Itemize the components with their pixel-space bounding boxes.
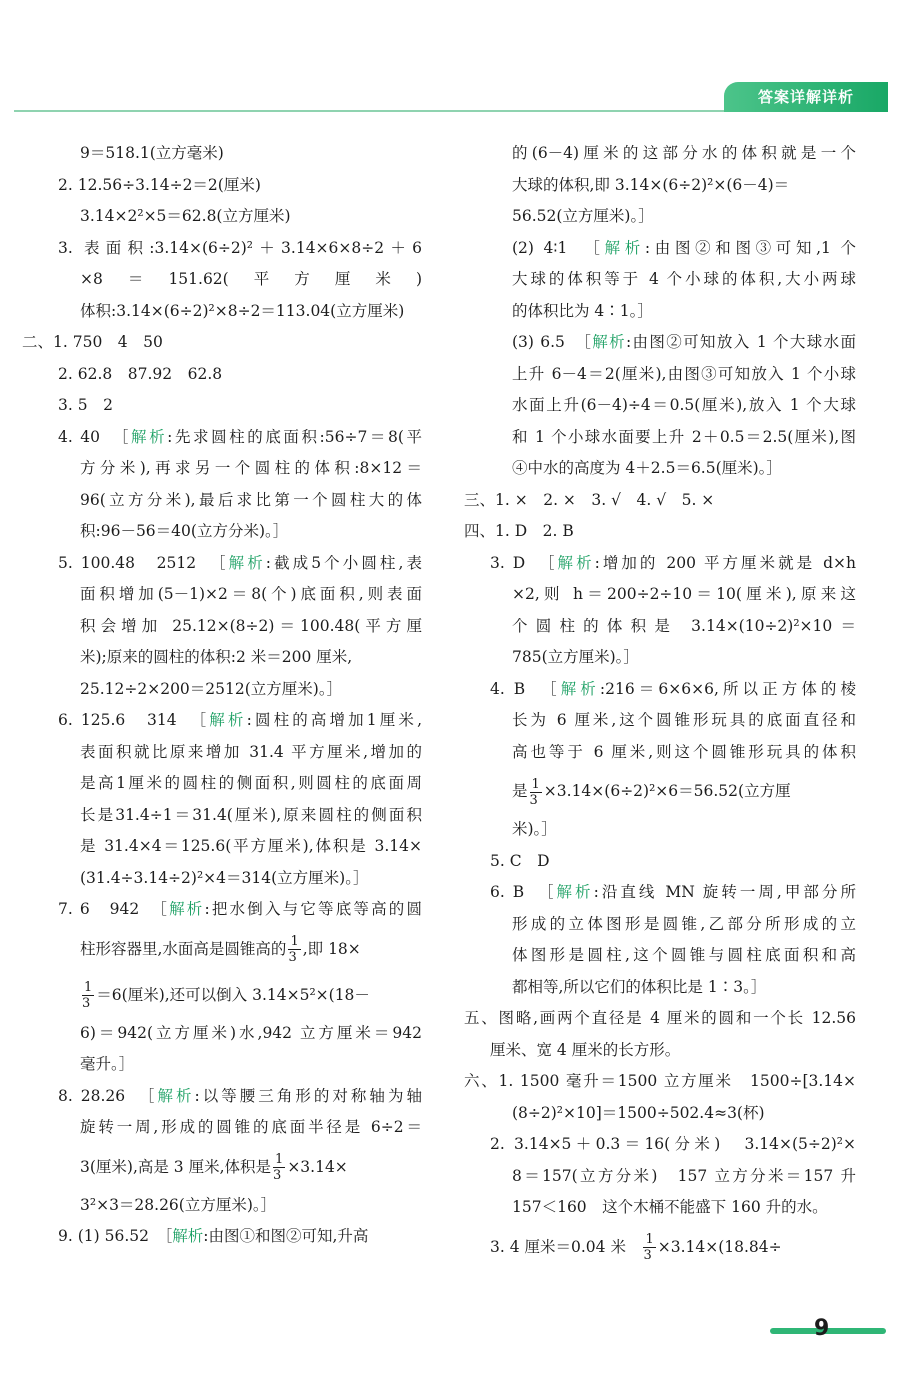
answer-line (464, 768, 856, 814)
line-text: 高也等于 6 厘米,则这个圆锥形玩具的体积 (512, 742, 856, 761)
answer-line (22, 1112, 422, 1144)
answer-line (22, 138, 422, 170)
line-text: 柱形容器里,水面高是圆锥高的 (80, 939, 287, 958)
line-text-after: ×3.14× (287, 1157, 348, 1176)
answer-line (22, 327, 422, 359)
analysis-label: 解析 (604, 238, 645, 257)
fraction-numerator: 1 (275, 1152, 284, 1167)
fraction-denominator: 3 (288, 950, 297, 965)
line-text: 6. B ［解析:沿直线 MN 旋转一周,甲部分所 (490, 883, 856, 901)
line-text: 96(立方分米),最后求比第一个圆柱大的体 (80, 490, 422, 509)
answer-line (464, 201, 856, 233)
line-text: 3.14×2²×5＝62.8(立方厘米) (80, 207, 291, 225)
line-text: 2. 12.56÷3.14÷2＝2(厘米) (58, 175, 261, 194)
answer-line (464, 233, 856, 265)
answer-line (464, 264, 856, 296)
answer-line (464, 737, 856, 769)
answer-line (22, 296, 422, 328)
line-text: 体积:3.14×(6÷2)²×8÷2＝113.04(立方厘米) (80, 301, 405, 320)
line-text: 表面积就比原来增加 31.4 平方厘米,增加的 (80, 742, 422, 761)
line-text: 是高1厘米的圆柱的侧面积,则圆柱的底面周 (80, 774, 422, 792)
left-column (22, 138, 422, 1253)
line-text: 都相等,所以它们的体积比是 1∶3。］ (512, 977, 767, 996)
answer-line (464, 138, 856, 170)
line-text: 是 (512, 782, 528, 800)
fraction (82, 981, 94, 1010)
answer-line (22, 548, 422, 580)
answer-line (22, 894, 422, 926)
fraction-numerator: 1 (84, 980, 93, 995)
line-text: 2. 3.14×5＋0.3＝16(分米) 3.14×(5÷2)²× (490, 1135, 856, 1153)
line-text: 四、1. D 2. B (464, 522, 574, 540)
line-text: 积:96－56＝40(立方分米)。］ (80, 522, 289, 540)
line-text: 毫升。］ (80, 1055, 135, 1073)
answer-line (22, 800, 422, 832)
line-text: 五、图略,画两个直径是 4 厘米的圆和一个长 12.56 (464, 1009, 856, 1027)
answer-line (464, 1161, 856, 1193)
line-text: 5. 100.48 2512 ［解析:截成5个小圆柱,表 (58, 553, 422, 572)
header-tab: 答案详解详析 (724, 82, 888, 112)
answer-line (22, 1144, 422, 1190)
answer-line (22, 170, 422, 202)
line-text: 米);原来的圆柱的体积:2 米＝200 厘米, (80, 648, 353, 666)
analysis-label: 解析 (172, 1227, 204, 1245)
answer-line (464, 422, 856, 454)
answer-line (22, 1081, 422, 1113)
answer-line (22, 579, 422, 611)
answer-line (464, 814, 856, 846)
answer-line (22, 611, 422, 643)
line-text: 8＝157(立方分米) 157 立方分米＝157 升 (512, 1166, 856, 1185)
fraction (530, 778, 542, 807)
answer-line (464, 1224, 856, 1270)
line-text: 56.52(立方厘米)。］ (512, 207, 654, 225)
answer-line (22, 233, 422, 265)
line-text: (31.4÷3.14÷2)²×4＝314(立方厘米)。］ (80, 868, 369, 887)
answer-line (22, 863, 422, 895)
answer-line (22, 831, 422, 863)
answer-line (464, 390, 856, 422)
line-text-after: ×3.14×(18.84÷ (657, 1237, 782, 1256)
answer-line (464, 1129, 856, 1161)
fraction (273, 1153, 285, 1182)
answer-line (22, 264, 422, 296)
line-text: 旋转一周,形成的圆锥的底面半径是 6÷2＝ (80, 1118, 422, 1136)
answer-line (464, 940, 856, 972)
line-text: 4. B ［解析:216＝6×6×6,所以正方体的棱 (490, 679, 856, 698)
line-text: 3. 4 厘米＝0.04 米 (490, 1237, 642, 1256)
analysis-label: 解析 (157, 1086, 195, 1105)
answer-line (22, 453, 422, 485)
answer-line (464, 909, 856, 941)
line-text: 大球的体积,即 3.14×(6÷2)²×(6－4)＝ (512, 175, 790, 194)
answer-line (464, 327, 856, 359)
answer-line (22, 516, 422, 548)
answer-line (464, 611, 856, 643)
fraction-denominator: 3 (529, 792, 538, 808)
answer-line (22, 642, 422, 674)
answer-line (22, 1049, 422, 1081)
fraction-numerator: 1 (531, 776, 540, 792)
answer-line (22, 926, 422, 972)
line-text: 3(厘米),高是 3 厘米,体积是 (80, 1157, 272, 1176)
line-text: 个圆柱的体积是 3.14×(10÷2)²×10＝ (512, 616, 856, 635)
answer-line (464, 359, 856, 391)
line-text: 5. C D (490, 851, 550, 870)
line-text: 157＜160 这个木桶不能盛下 160 升的水。 (512, 1198, 828, 1216)
line-text: 厘米、宽 4 厘米的长方形。 (490, 1040, 681, 1059)
analysis-label: 解析 (592, 333, 626, 351)
answer-line (464, 1192, 856, 1224)
analysis-label: 解析 (557, 553, 595, 572)
answer-line (464, 846, 856, 878)
answer-line (464, 453, 856, 485)
answer-line (22, 737, 422, 769)
line-text: 上升 6－4＝2(厘米),由图③可知放入 1 个小球 (512, 364, 856, 383)
answer-line (464, 877, 856, 909)
line-text: 六、1. 1500 毫升＝1500 立方厘米 1500÷[3.14× (464, 1072, 856, 1090)
answer-line (464, 1066, 856, 1098)
line-text: 785(立方厘米)。］ (512, 648, 639, 666)
line-text: 3. 表面积:3.14×(6÷2)²＋3.14×6×8÷2＋6 (58, 238, 422, 257)
analysis-label: 解析 (228, 553, 266, 572)
answer-line (22, 485, 422, 517)
analysis-label: 解析 (131, 427, 168, 446)
answer-line (22, 972, 422, 1018)
answer-line (22, 1190, 422, 1222)
answer-line (464, 674, 856, 706)
answer-line (22, 1018, 422, 1050)
analysis-label: 解析 (209, 711, 247, 729)
answer-line (464, 642, 856, 674)
answer-line (464, 170, 856, 202)
answer-line (22, 201, 422, 233)
line-text: 8. 28.26 ［解析:以等腰三角形的对称轴为轴 (58, 1086, 422, 1105)
analysis-label: 解析 (169, 900, 205, 918)
line-text: 2. 62.8 87.92 62.8 (58, 364, 223, 383)
fraction-numerator: 1 (645, 1232, 654, 1247)
answer-line (464, 1035, 856, 1067)
line-text: 3²×3＝28.26(立方厘米)。］ (80, 1195, 277, 1214)
line-text-after: ,即 18× (302, 939, 361, 958)
line-text: 大球的体积等于 4 个小球的体积,大小两球 (512, 270, 856, 288)
fraction (288, 935, 300, 964)
fraction-denominator: 3 (82, 996, 91, 1011)
line-text: 6)＝942(立方厘米)水,942 立方厘米＝942 (80, 1023, 422, 1042)
line-text: 9＝518.1(立方毫米) (80, 144, 224, 162)
line-text: 形成的立体图形是圆锥,乙部分所形成的立 (512, 914, 856, 933)
analysis-label: 解析 (556, 883, 594, 901)
answer-line (22, 390, 422, 422)
answer-line (464, 516, 856, 548)
line-text: 水面上升(6－4)÷4＝0.5(厘米),放入 1 个大球 (512, 396, 856, 414)
right-column (464, 138, 856, 1270)
fraction-numerator: 1 (290, 934, 299, 949)
line-text: 9. (1) 56.52 ［解析:由图①和图②可知,升高 (58, 1227, 369, 1245)
line-text-after: ＝6(厘米),还可以倒入 3.14×5²×(18－ (96, 985, 370, 1004)
answer-line (464, 1098, 856, 1130)
line-text: 4. 40 ［解析:先求圆柱的底面积:56÷7＝8(平 (58, 427, 422, 446)
page-number: 9 (814, 1316, 830, 1341)
line-text: 6. 125.6 314 ［解析:圆柱的高增加1厘米, (58, 711, 422, 729)
line-text: 3. 5 2 (58, 396, 113, 414)
analysis-label: 解析 (560, 679, 600, 698)
line-text: 7. 6 942 ［解析:把水倒入与它等底等高的圆 (58, 900, 422, 918)
line-text: 的(6－4)厘米的这部分水的体积就是一个 (512, 144, 856, 162)
line-text: 的体积比为 4∶1。］ (512, 301, 653, 320)
line-text: ④中水的高度为 4＋2.5＝6.5(厘米)。］ (512, 459, 782, 477)
answer-line (464, 296, 856, 328)
line-text: 二、1. 750 4 50 (22, 333, 163, 351)
answer-line (22, 768, 422, 800)
answer-line (464, 705, 856, 737)
line-text: 和 1 个小球水面要上升 2＋0.5＝2.5(厘米),图 (512, 427, 856, 446)
answer-line (22, 1221, 422, 1253)
fraction-denominator: 3 (273, 1168, 282, 1183)
fraction-denominator: 3 (643, 1248, 652, 1263)
line-text: 面积增加(5－1)×2＝8(个)底面积,则表面 (80, 585, 422, 603)
answer-line (22, 674, 422, 706)
answer-line (464, 485, 856, 517)
line-text: 长是31.4÷1＝31.4(厘米),原来圆柱的侧面积 (80, 805, 422, 824)
fraction (643, 1233, 655, 1262)
line-text: (2) 4∶1 ［解析:由图②和图③可知,1 个 (512, 238, 856, 257)
answer-line (22, 359, 422, 391)
line-text: (8÷2)²×10]＝1500÷502.4≈3(杯) (512, 1103, 765, 1122)
line-text: 3. D ［解析:增加的 200 平方厘米就是 d×h (490, 553, 856, 572)
line-text: (3) 6.5 ［解析:由图②可知放入 1 个大球水面 (512, 333, 856, 351)
answer-line (464, 548, 856, 580)
line-text: 体图形是圆柱,这个圆锥与圆柱底面积和高 (512, 946, 856, 964)
line-text: 米)。］ (512, 820, 557, 838)
line-text: 是 31.4×4＝125.6(平方厘米),体积是 3.14× (80, 837, 422, 855)
answer-line (464, 1003, 856, 1035)
answer-line (464, 972, 856, 1004)
line-text: ×8＝151.62(平方厘米) (80, 270, 422, 288)
line-text: 积会增加 25.12×(8÷2)＝100.48(平方厘 (80, 616, 422, 635)
line-text-after: ×3.14×(6÷2)²×6＝56.52(立方厘 (543, 782, 791, 800)
line-text: 25.12÷2×200＝2512(立方厘米)。］ (80, 679, 343, 698)
line-text: 方分米),再求另一个圆柱的体积:8×12＝ (80, 459, 422, 477)
answer-line (464, 579, 856, 611)
line-text: 三、1. × 2. × 3. √ 4. √ 5. × (464, 490, 715, 509)
line-text: ×2,则 h＝200÷2÷10＝10(厘米),原来这 (512, 585, 856, 603)
answer-line (22, 705, 422, 737)
answer-line (22, 422, 422, 454)
line-text: 长为 6 厘米,这个圆锥形玩具的底面直径和 (512, 711, 856, 729)
